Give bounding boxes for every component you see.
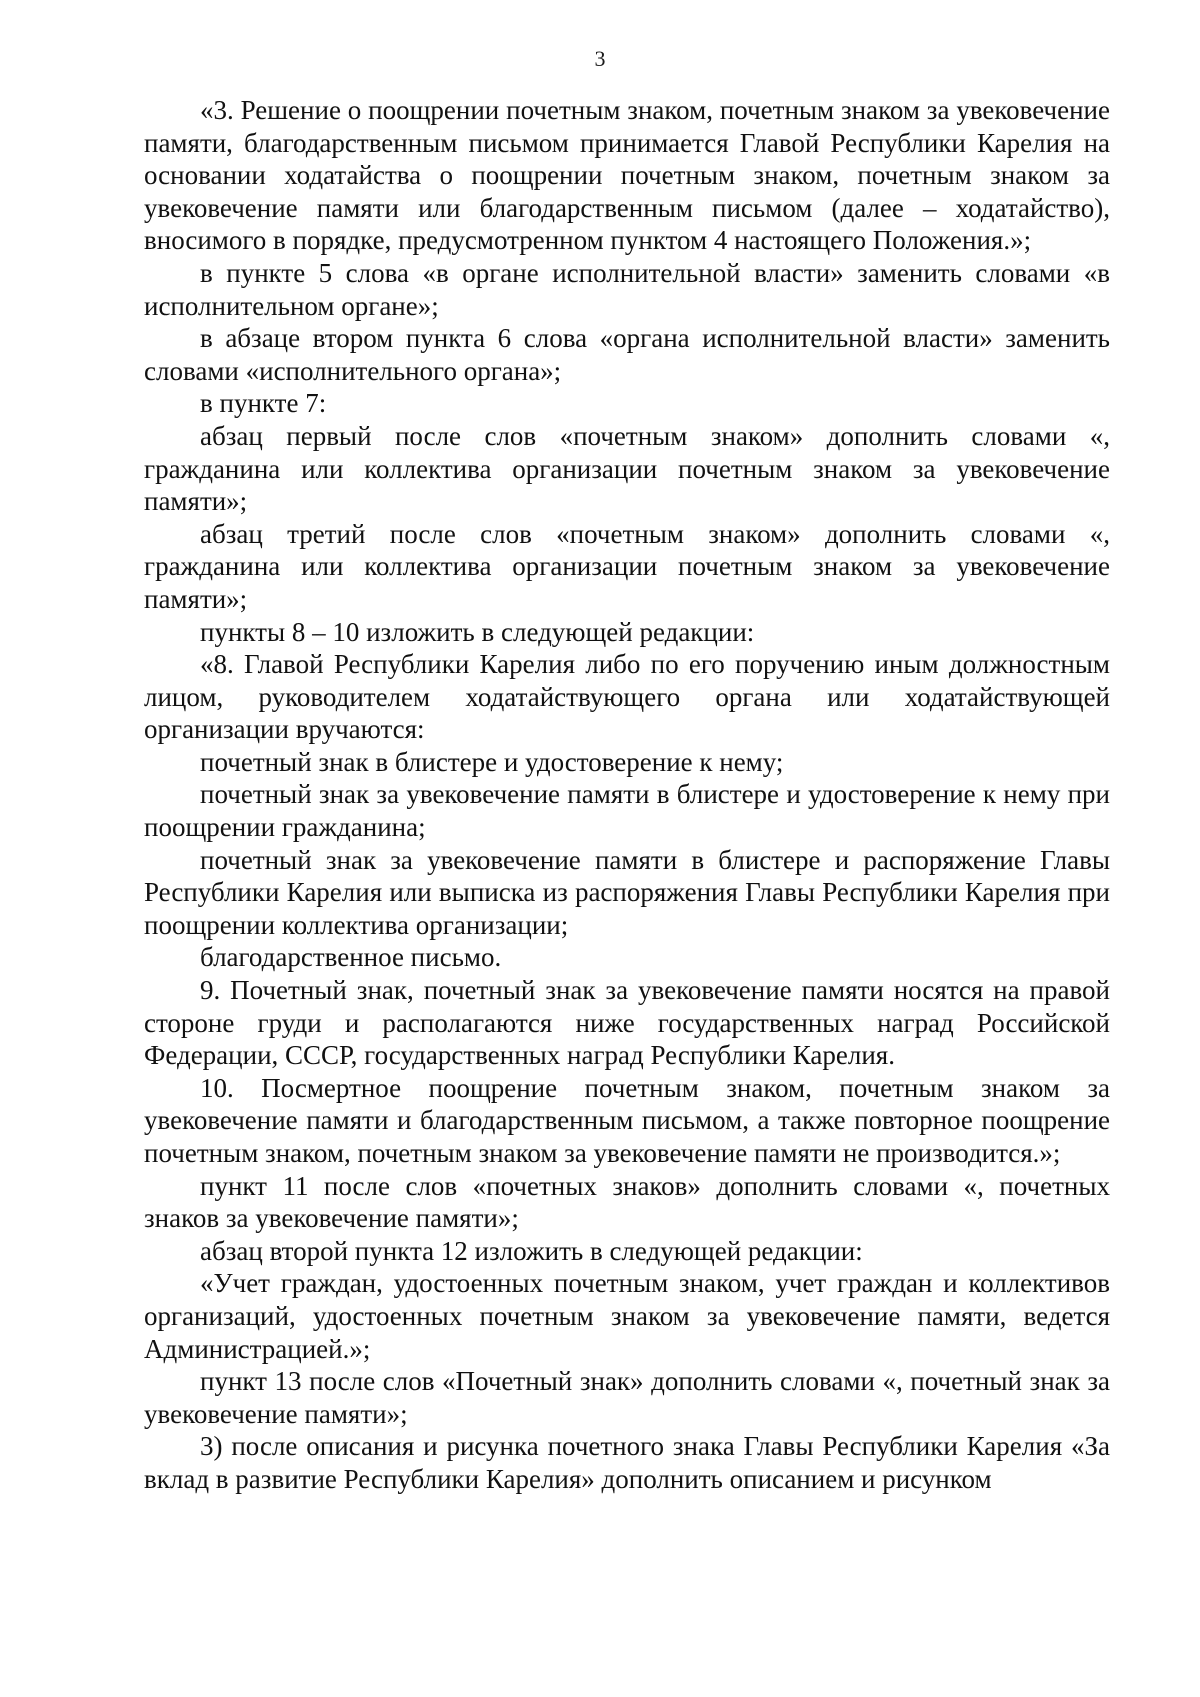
paragraph-10: почетный знак за увековечение памяти в блистере и удостоверение к нему при поощрении гражданина; [144, 779, 1110, 843]
paragraph-1: «3. Решение о поощрении почетным знаком, почетным знаком за увековечение памяти, благодарственным письмом принимается Главой Республики Карелия на основании ходатайства о поощрении почетным знаком, почетным знаком за увековечение памяти или благодарственным письмом (далее – ходатайство), вносимого в порядке, предусмотренном пунктом 4 настоящего Положения.»; [144, 95, 1110, 256]
page-number: 3 [594, 46, 606, 71]
paragraph-14: 10. Посмертное поощрение почетным знаком, почетным знаком за увековечение памяти и благодарственным письмом, а также повторное поощрение почетным знаком, почетным знаком за увековечение памяти не производится.»; [144, 1072, 1110, 1168]
paragraph-2: в пункте 5 слова «в органе исполнительной власти» заменить словами «в исполнительном органе»; [144, 257, 1110, 321]
paragraph-5: абзац первый после слов «почетным знаком» дополнить словами «, гражданина или коллектива организации почетным знаком за увековечение памяти»; [144, 420, 1110, 517]
paragraph-11: почетный знак за увековечение памяти в блистере и распоряжение Главы Республики Карелия или выписка из распоряжения Главы Республики Карелия при поощрении коллектива организации; [144, 844, 1110, 940]
paragraph-12: благодарственное письмо. [200, 942, 502, 973]
paragraph-9: почетный знак в блистере и удостоверение к нему; [200, 746, 784, 777]
paragraph-13: 9. Почетный знак, почетный знак за увековечение памяти носятся на правой стороне груди и располагаются ниже государственных наград Российской Федерации, СССР, государственных наград Республики Карелия. [144, 975, 1110, 1071]
paragraph-15: пункт 11 после слов «почетных знаков» дополнить словами «, почетных знаков за увековечение памяти»; [144, 1170, 1110, 1234]
paragraph-3: в абзаце втором пункта 6 слова «органа исполнительной власти» заменить словами «исполнительного органа»; [144, 323, 1110, 386]
paragraph-19: 3) после описания и рисунка почетного знака Главы Республики Карелия «За вклад в развитие Республики Карелия» дополнить описанием и рисунком [144, 1431, 1110, 1494]
paragraph-6: абзац третий после слов «почетным знаком» дополнить словами «, гражданина или коллектива организации почетным знаком за увековечение памяти»; [144, 518, 1110, 614]
paragraph-17: «Учет граждан, удостоенных почетным знаком, учет граждан и коллективов организаций, удостоенных почетным знаком за увековечение памяти, ведется Администрацией.»; [144, 1268, 1110, 1364]
paragraph-18: пункт 13 после слов «Почетный знак» дополнить словами «, почетный знак за увековечение памяти»; [144, 1366, 1110, 1429]
paragraph-7: пункты 8 – 10 изложить в следующей редакции: [200, 616, 755, 647]
paragraph-8: «8. Главой Республики Карелия либо по его поручению иным должностным лицом, руководителем ходатайствующего органа или ходатайствующей организации вручаются: [144, 649, 1110, 745]
document-body [144, 94, 1110, 1496]
paragraph-4: в пункте 7: [200, 388, 327, 419]
paragraph-16: абзац второй пункта 12 изложить в следующей редакции: [200, 1235, 863, 1266]
